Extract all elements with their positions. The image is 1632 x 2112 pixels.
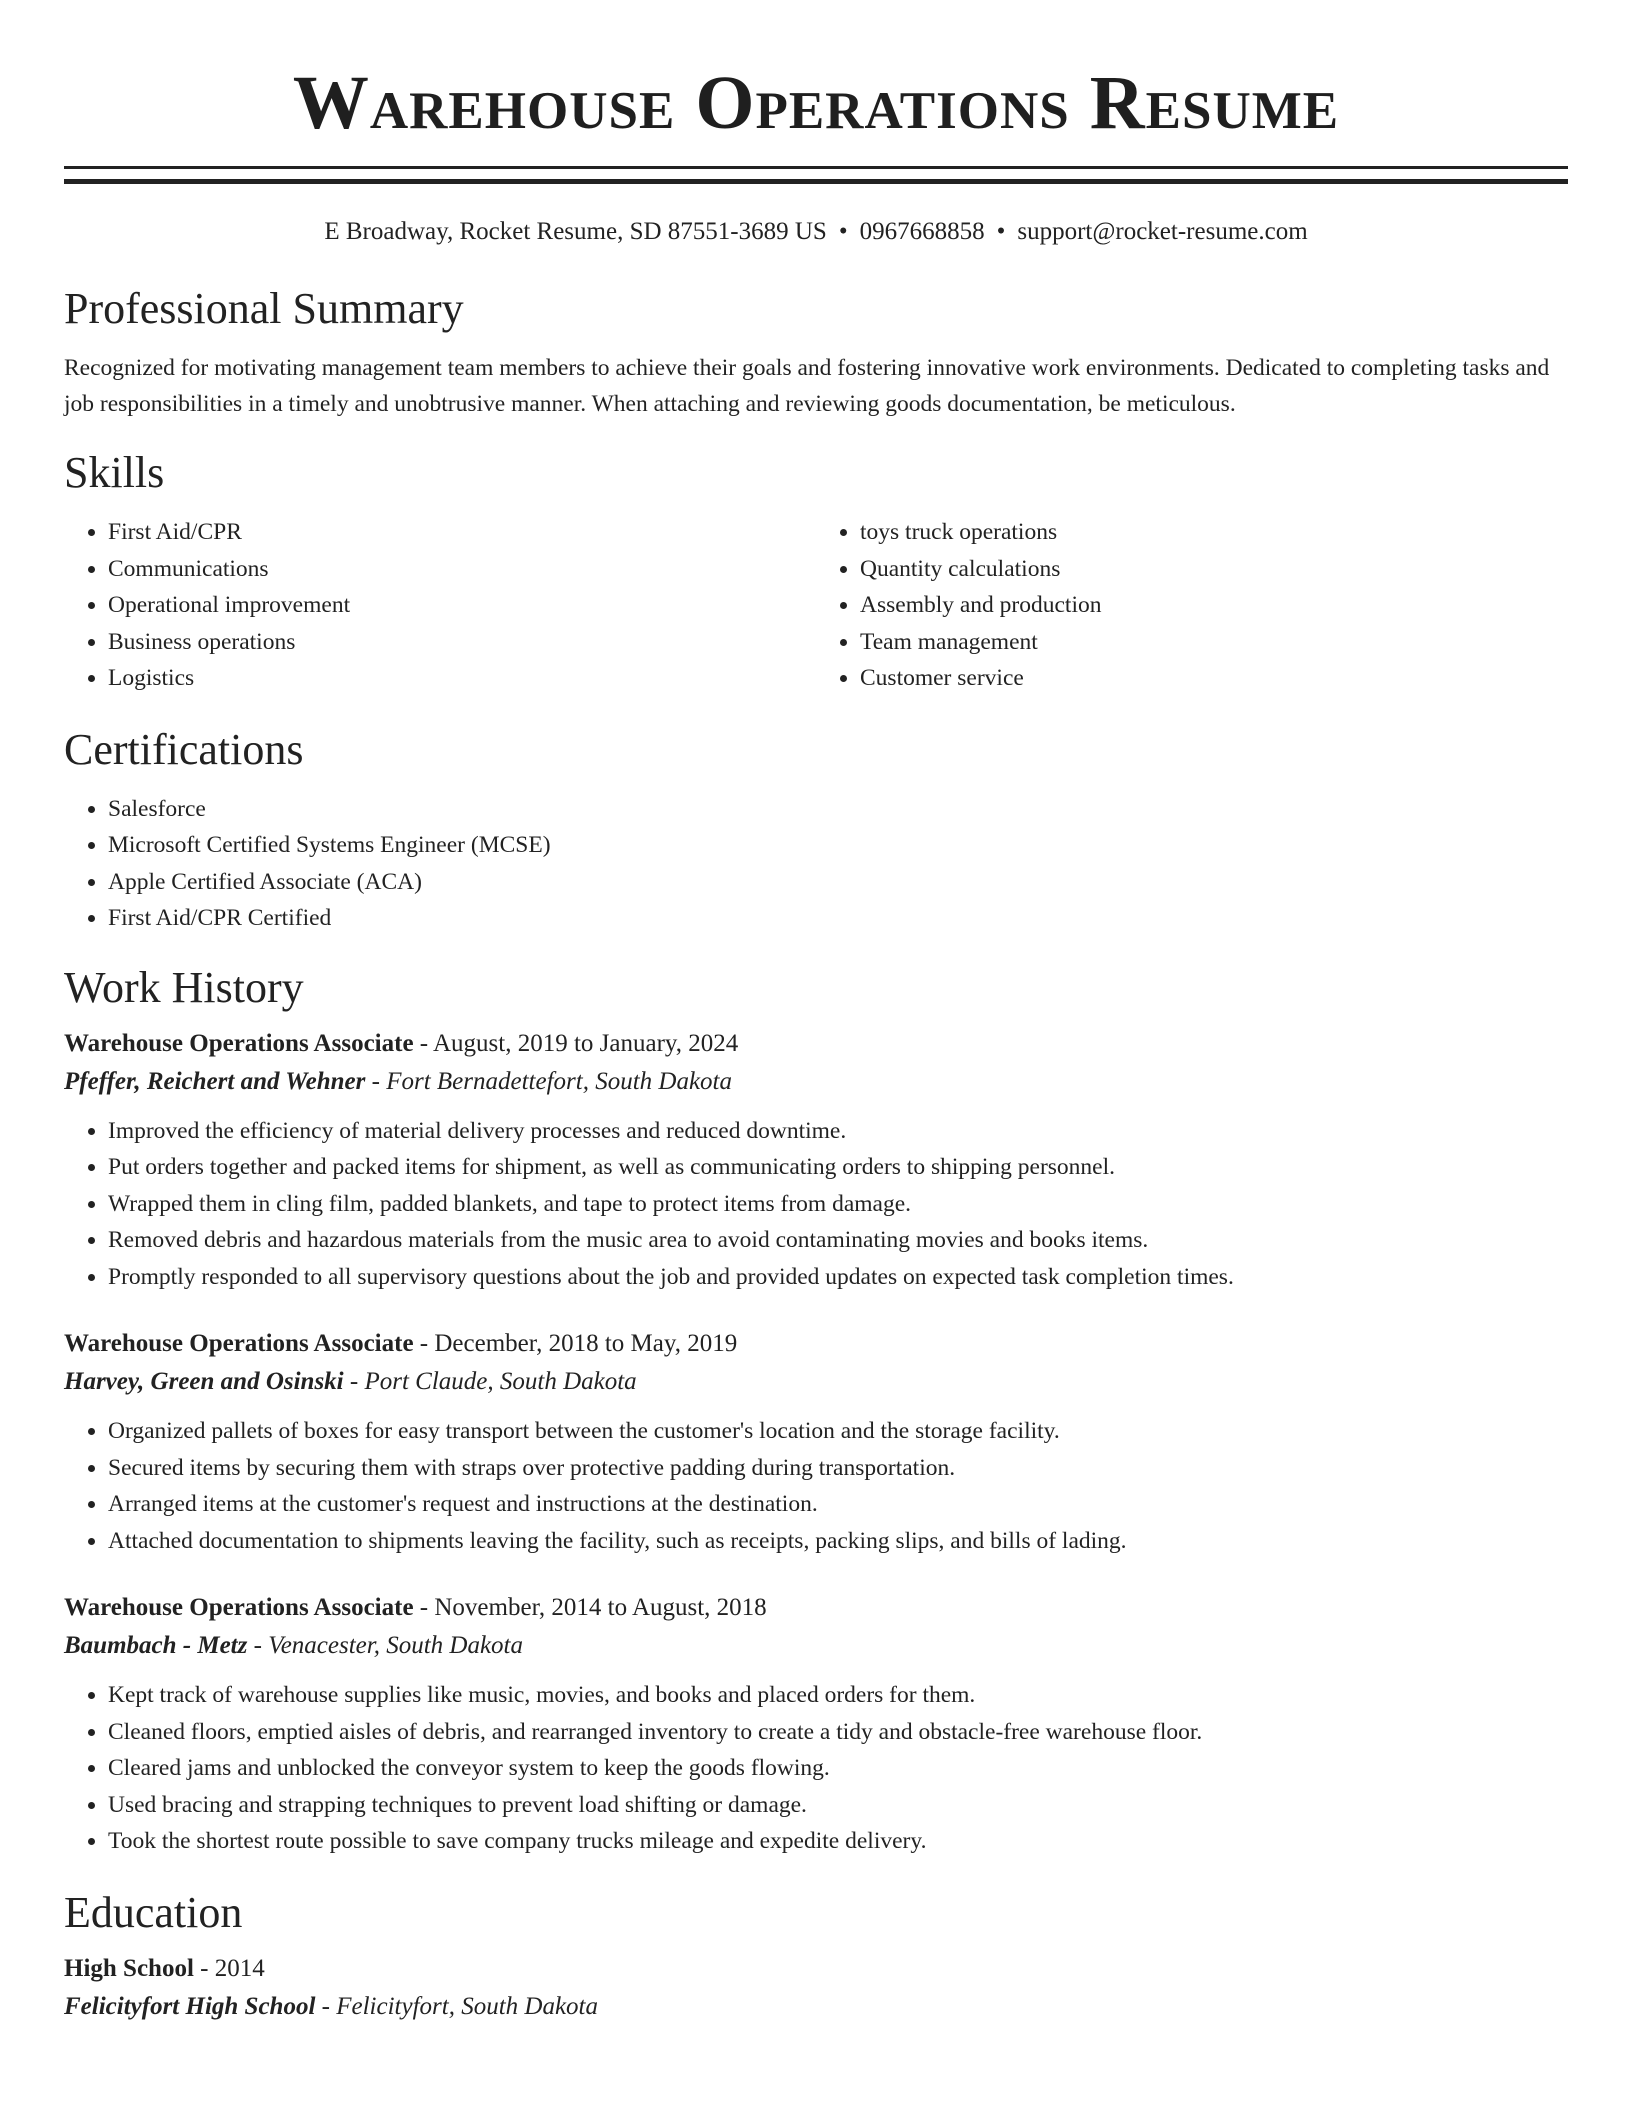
job-duty: • Attached documentation to shipments leaving the facility, such as receipts, packing slips, and bills of lading. (108, 1523, 1568, 1560)
education-degree: High School (64, 1954, 194, 1982)
job-duty: • Removed debris and hazardous materials from the music area to avoid contaminating movies and books items. (108, 1222, 1568, 1259)
job-company: Pfeffer, Reichert and Wehner (64, 1067, 366, 1095)
job-role: Warehouse Operations Associate (64, 1029, 414, 1057)
education-entry (64, 1950, 1568, 2026)
job-title-line: Warehouse Operations Associate - August, 2019 to January, 2024 (64, 1029, 739, 1057)
job-role: Warehouse Operations Associate (64, 1330, 414, 1357)
job-company-line: Baumbach - Metz - Venacester, South Dakota (64, 1632, 523, 1659)
skill-item: • Business operations (108, 624, 816, 661)
job-dates: August, 2019 to January, 2024 (433, 1029, 739, 1057)
skills-list-left (64, 514, 816, 697)
skills-list-right (816, 514, 1568, 697)
skill-item: • Customer service (860, 660, 1568, 697)
job-dates: December, 2018 to May, 2019 (434, 1330, 738, 1357)
job-duty: • Cleared jams and unblocked the conveyor system to keep the goods flowing. (108, 1750, 1568, 1787)
job-location: Port Claude, South Dakota (364, 1368, 637, 1395)
job-company: Baumbach - Metz (64, 1632, 248, 1659)
skill-item: • Quantity calculations (860, 551, 1568, 588)
job-title-line: Warehouse Operations Associate - December, 2018 to May, 2019 (64, 1330, 738, 1357)
certifications-list (64, 791, 1568, 937)
education-degree-line: High School - 2014 (64, 1954, 265, 1982)
resume-title: Warehouse Operations Resume (292, 61, 1340, 145)
contact-phone: 0967668858 (859, 218, 985, 245)
job-company-line: Pfeffer, Reichert and Wehner - Fort Bernadettefort, South Dakota (64, 1067, 733, 1095)
job-role: Warehouse Operations Associate (64, 1594, 414, 1621)
education-heading: Education (64, 1887, 243, 1937)
job-duties-list (64, 1413, 1568, 1559)
certification-item: • First Aid/CPR Certified (108, 900, 1568, 937)
job-entry (64, 1025, 1568, 1296)
skill-item: • Operational improvement (108, 587, 816, 624)
job-dates: November, 2014 to August, 2018 (434, 1594, 767, 1621)
education-year: 2014 (214, 1954, 265, 1982)
contact-email: support@rocket-resume.com (1017, 218, 1308, 245)
skills-columns (64, 514, 1568, 697)
job-duty: • Put orders together and packed items for shipment, as well as communicating orders to shipping personnel. (108, 1149, 1568, 1186)
skill-item: • First Aid/CPR (108, 514, 816, 551)
job-duty: • Kept track of warehouse supplies like music, movies, and books and placed orders for them. (108, 1677, 1568, 1714)
education-location: Felicityfort, South Dakota (336, 1992, 598, 2020)
summary-text: Recognized for motivating management team members to achieve their goals and fostering innovative work environments. Dedicated to completing tasks and job responsibilities in a timely and unobtrusive manner. When attaching and reviewing goods documentation, be meticulous. (64, 355, 1550, 417)
job-entry (64, 1325, 1568, 1559)
job-duties-list (64, 1677, 1568, 1860)
contact-separator: • (996, 218, 1006, 245)
education-school: Felicityfort High School (64, 1992, 316, 2020)
job-duty: • Organized pallets of boxes for easy transport between the customer's location and the storage facility. (108, 1413, 1568, 1450)
job-duty: • Wrapped them in cling film, padded blankets, and tape to protect items from damage. (108, 1186, 1568, 1223)
job-duty: • Took the shortest route possible to save company trucks mileage and expedite delivery. (108, 1823, 1568, 1860)
skill-item: • toys truck operations (860, 514, 1568, 551)
skill-item: • Communications (108, 551, 816, 588)
job-duty: • Cleaned floors, emptied aisles of debris, and rearranged inventory to create a tidy and obstacle-free warehouse floor. (108, 1714, 1568, 1751)
contact-separator: • (838, 218, 848, 245)
contact-line (64, 216, 1568, 248)
job-duty: • Secured items by securing them with straps over protective padding during transportation. (108, 1450, 1568, 1487)
skill-item: • Assembly and production (860, 587, 1568, 624)
contact-address: E Broadway, Rocket Resume, SD 87551-3689 US (324, 218, 827, 245)
job-duty: • Arranged items at the customer's request and instructions at the destination. (108, 1486, 1568, 1523)
job-company: Harvey, Green and Osinski (64, 1368, 344, 1395)
job-location: Fort Bernadettefort, South Dakota (386, 1067, 733, 1095)
job-title-line: Warehouse Operations Associate - November, 2014 to August, 2018 (64, 1594, 767, 1621)
title-double-rule (64, 166, 1568, 184)
job-duty: • Used bracing and strapping techniques to prevent load shifting or damage. (108, 1787, 1568, 1824)
certification-item: • Apple Certified Associate (ACA) (108, 864, 1568, 901)
work-history-heading: Work History (64, 962, 304, 1012)
job-duty: • Promptly responded to all supervisory questions about the job and provided updates on expected task completion times. (108, 1259, 1568, 1296)
job-company-line: Harvey, Green and Osinski - Port Claude, South Dakota (64, 1368, 637, 1395)
skill-item: • Logistics (108, 660, 816, 697)
job-duties-list (64, 1113, 1568, 1296)
job-entry (64, 1589, 1568, 1860)
job-duty: • Improved the efficiency of material delivery processes and reduced downtime. (108, 1113, 1568, 1150)
skill-item: • Team management (860, 624, 1568, 661)
certifications-heading: Certifications (64, 724, 304, 774)
skills-heading: Skills (64, 448, 165, 497)
certification-item: • Microsoft Certified Systems Engineer (MCSE) (108, 827, 1568, 864)
education-school-line: Felicityfort High School - Felicityfort, South Dakota (64, 1992, 598, 2020)
job-location: Venacester, South Dakota (268, 1632, 523, 1659)
summary-heading: Professional Summary (64, 284, 464, 333)
certification-item: • Salesforce (108, 791, 1568, 828)
